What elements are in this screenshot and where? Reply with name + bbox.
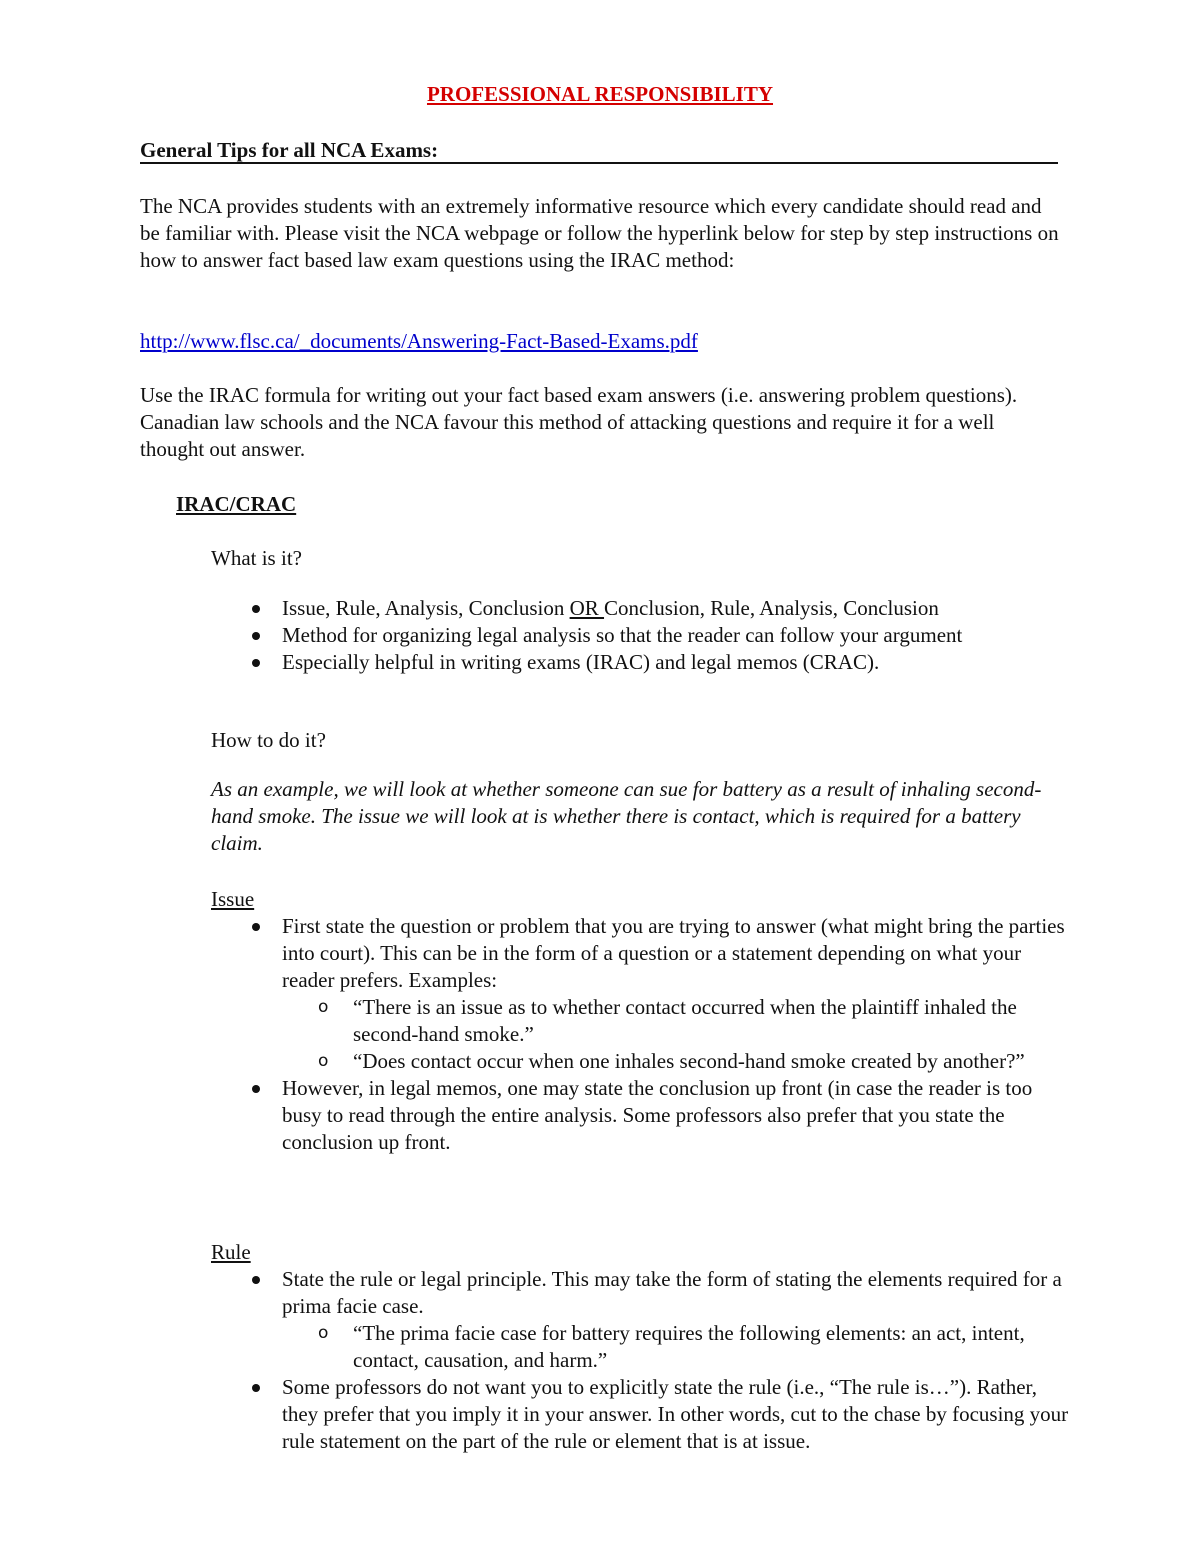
bullet-text: “There is an issue as to whether contact occurred when the plaintiff inhaled the second-hand smoke.” (353, 995, 1017, 1046)
bullet-text: Some professors do not want you to explicitly state the rule (i.e., “The rule is…”). Rather, they prefer that you imply it in your answer. In other words, cut to the chase by focusing your rule statement on the part of the rule or element that is at issue. (282, 1375, 1069, 1453)
bullet-icon (252, 1085, 260, 1093)
use-irac-paragraph: Use the IRAC formula for writing out your fact based exam answers (i.e. answering problem questions). Canadian law schools and the NCA favour this method of attacking questions and require it for a well thought out answer. (140, 383, 1018, 461)
what-is-it-heading: What is it? (211, 546, 302, 570)
list-item (282, 994, 1071, 1048)
general-tips-heading: General Tips for all NCA Exams: (140, 138, 439, 162)
bullet-text: Method for organizing legal analysis so that the reader can follow your argument (282, 623, 963, 647)
list-item (211, 1075, 1071, 1156)
issue-examples (282, 994, 1071, 1075)
bullet-text: “Does contact occur when one inhales second-hand smoke created by another?” (353, 1049, 1025, 1073)
issue-heading: Issue (211, 887, 255, 911)
bullet-text: State the rule or legal principle. This may take the form of stating the elements required for a prima facie case. (282, 1267, 1062, 1318)
bullet-text: First state the question or problem that you are trying to answer (what might bring the parties into court). This can be in the form of a question or a statement depending on what your reader prefers. Examples: (282, 914, 1065, 992)
rule-list (211, 1266, 1071, 1455)
document-title: PROFESSIONAL RESPONSIBILITY (426, 82, 774, 106)
how-to-heading: How to do it? (211, 728, 326, 752)
list-item (211, 1374, 1071, 1455)
rule-heading: Rule (211, 1240, 251, 1264)
bullet-icon (252, 605, 260, 613)
intro-paragraph: The NCA provides students with an extremely informative resource which every candidate should read and be familiar with. Please visit the NCA webpage or follow the hyperlink below for step by step instructions on how to answer fact based law exam questions using the IRAC method: (140, 194, 1059, 272)
bullet-text: Conclusion, Rule, Analysis, Conclusion (604, 596, 939, 620)
bullet-icon (252, 1276, 260, 1284)
rule-examples (282, 1320, 1071, 1374)
list-item (282, 1320, 1071, 1374)
sub-bullet-icon: o (318, 1323, 329, 1343)
issue-list (211, 913, 1071, 1156)
bullet-text: Issue, Rule, Analysis, Conclusion (282, 596, 570, 620)
list-item (211, 1266, 1071, 1374)
what-is-it-list (211, 595, 1071, 676)
bullet-icon (252, 923, 260, 931)
list-item (211, 649, 1071, 676)
example-paragraph: As an example, we will look at whether someone can sue for battery as a result of inhaling second-hand smoke. The issue we will look at is whether there is contact, which is required for a battery claim. (211, 777, 1042, 855)
bullet-text: “The prima facie case for battery requires the following elements: an act, intent, contact, causation, and harm.” (353, 1321, 1025, 1372)
irac-heading: IRAC/CRAC (176, 492, 297, 516)
list-item (211, 622, 1071, 649)
nca-resource-link[interactable]: http://www.flsc.ca/_documents/Answering-Fact-Based-Exams.pdf (140, 329, 698, 353)
bullet-icon (252, 659, 260, 667)
sub-bullet-icon: o (318, 997, 329, 1017)
list-item (211, 595, 1071, 622)
bullet-text: However, in legal memos, one may state the conclusion up front (in case the reader is too busy to read through the entire analysis. Some professors also prefer that you state the conclusion up front. (282, 1076, 1033, 1154)
bullet-text: Especially helpful in writing exams (IRAC) and legal memos (CRAC). (282, 650, 880, 674)
heading-divider (140, 162, 1058, 164)
bullet-icon (252, 1384, 260, 1392)
sub-bullet-icon: o (318, 1051, 329, 1071)
bullet-icon (252, 632, 260, 640)
list-item (211, 913, 1071, 1075)
or-text: OR (569, 596, 605, 620)
list-item (282, 1048, 1071, 1075)
